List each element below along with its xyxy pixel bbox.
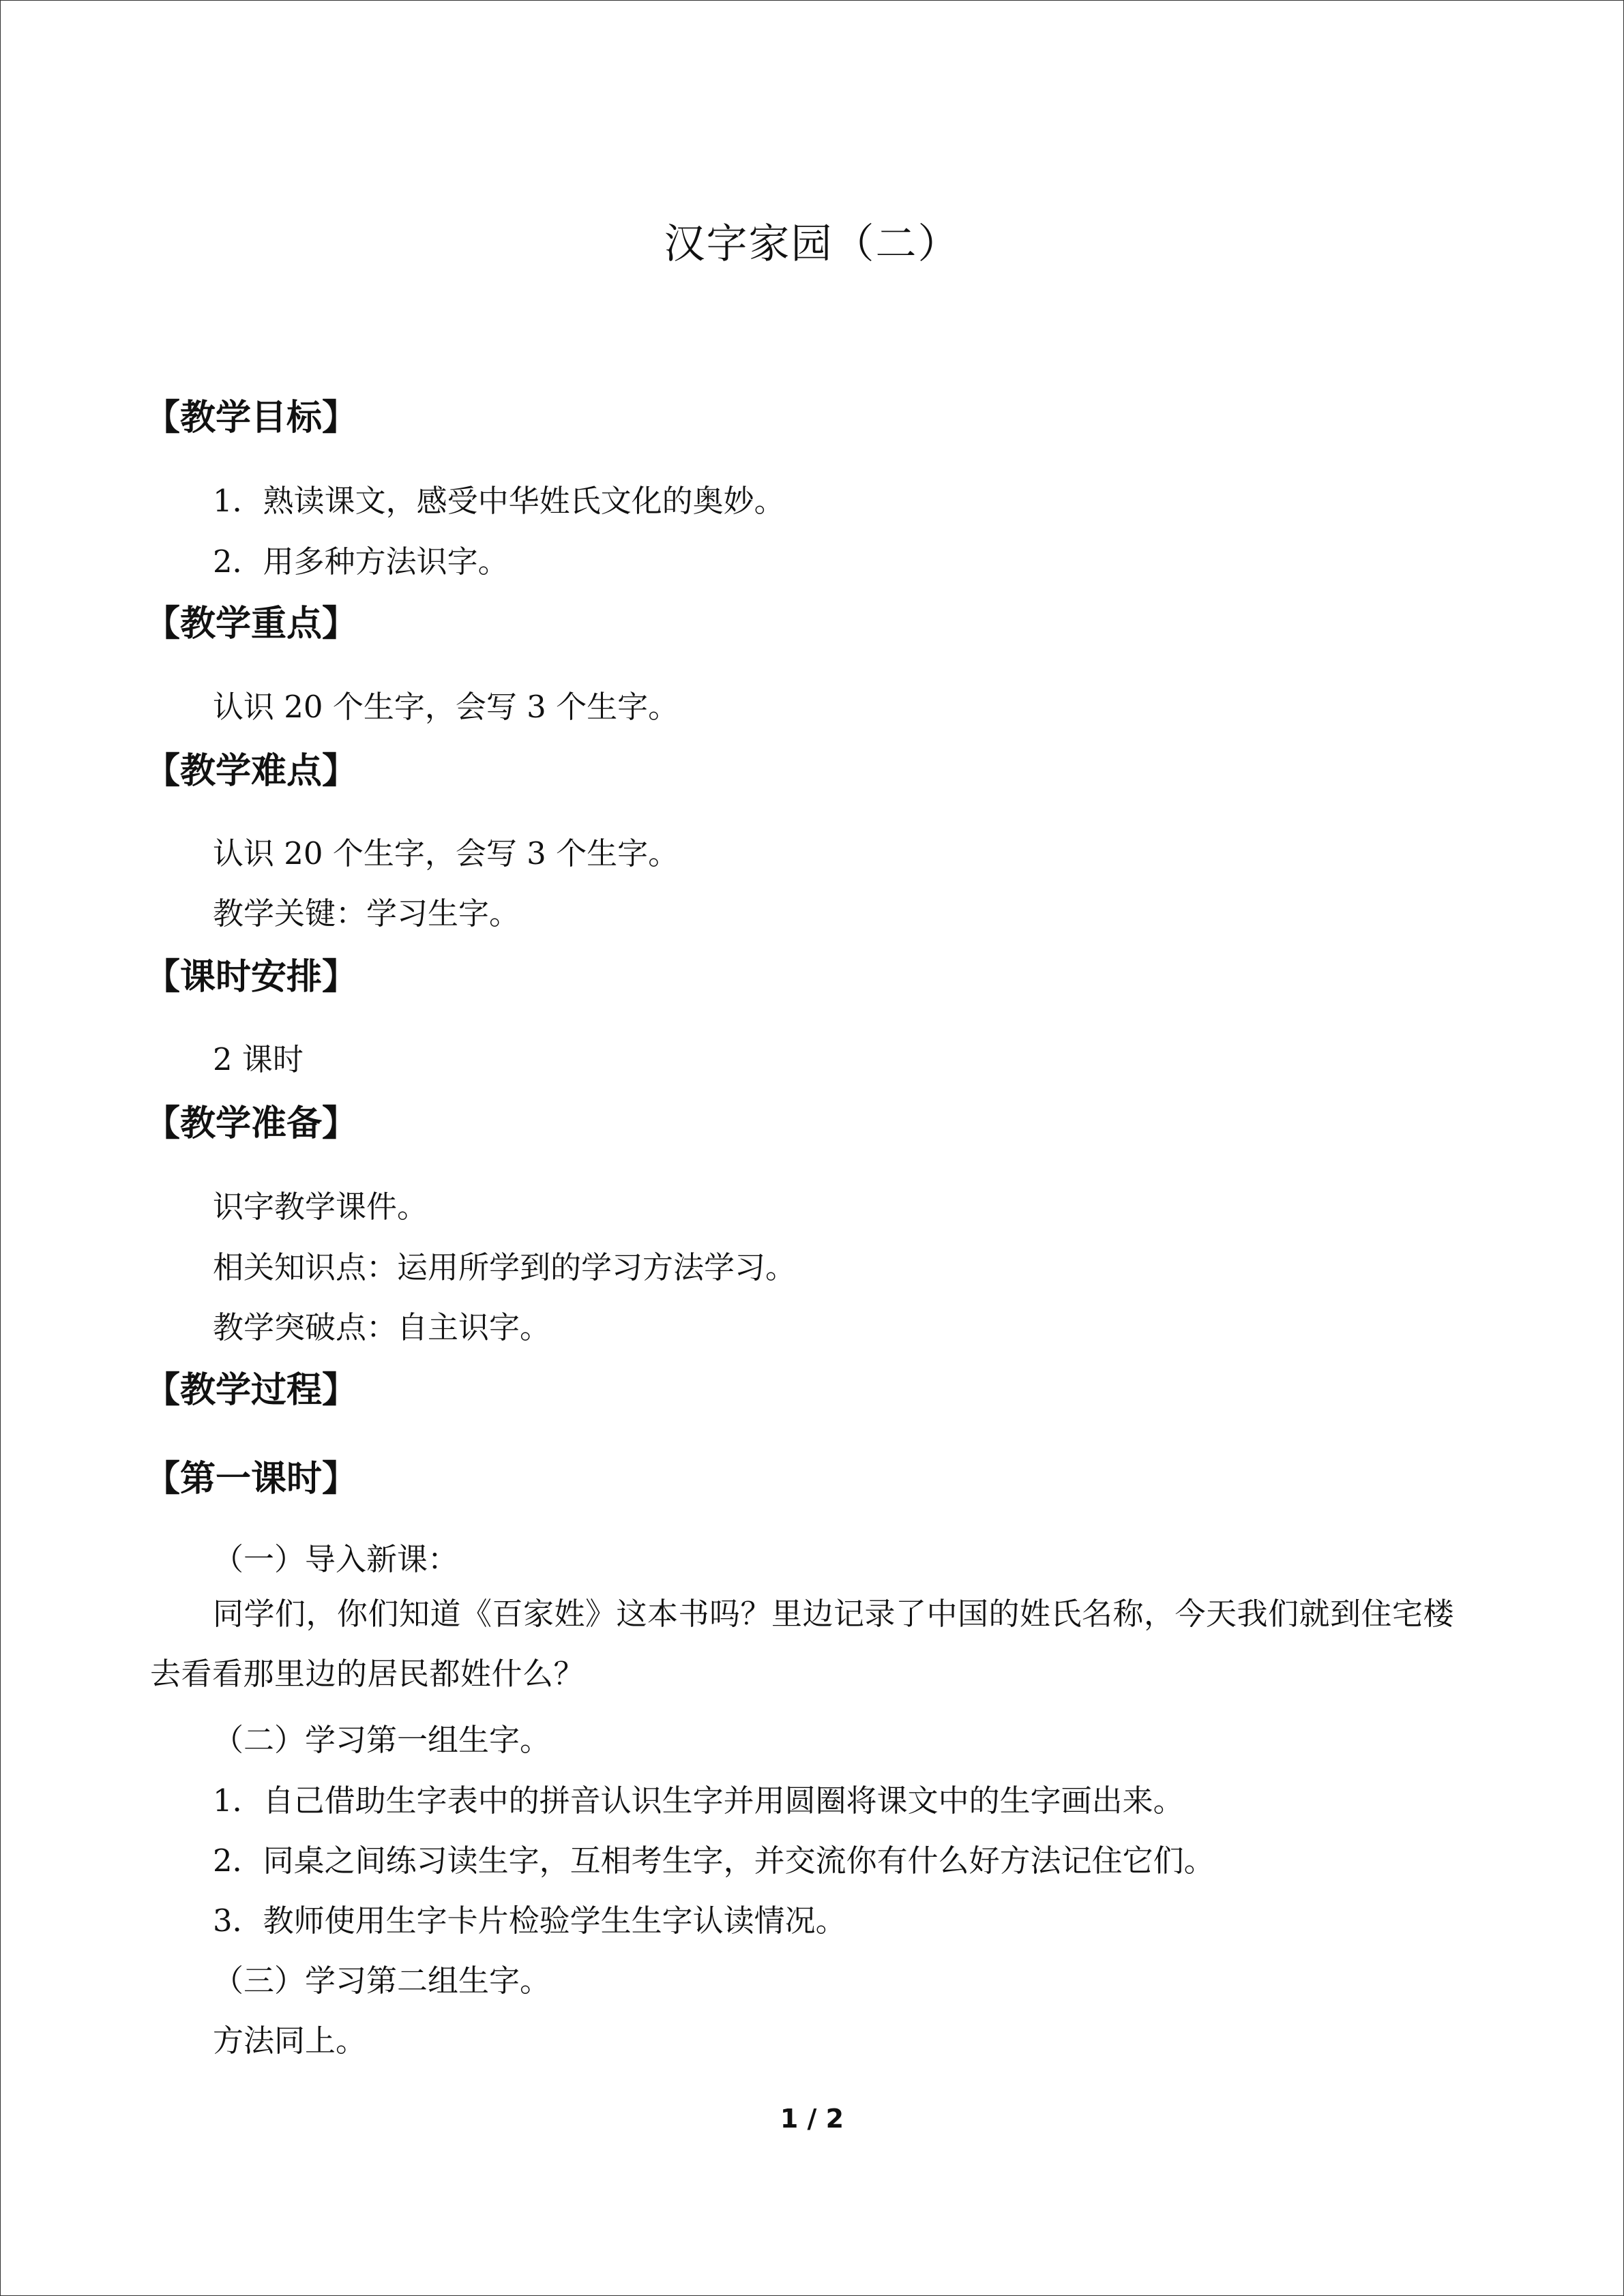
schedule-line-1: 2 课时: [213, 1041, 304, 1077]
lesson-one-line-4: 1．自己借助生字表中的拼音认识生字并用圆圈将课文中的生字画出来。: [213, 1783, 1184, 1819]
section-heading-goals: 【教学目标】: [145, 398, 358, 438]
section-heading-schedule: 【课时安排】: [145, 957, 358, 998]
section-heading-difficulties: 【教学难点】: [145, 751, 358, 792]
lesson-one-line-6: 3．教师使用生字卡片检验学生生字认读情况。: [213, 1903, 846, 1939]
lesson-one-line-3: （二）学习第一组生字。: [213, 1722, 551, 1758]
section-heading-key-points: 【教学重点】: [145, 603, 358, 644]
section-heading-preparation: 【教学准备】: [145, 1103, 358, 1144]
document-title: 汉字家园（二）: [664, 220, 960, 268]
difficulty-line-1: 认识 20 个生字，会写 3 个生字。: [213, 835, 679, 871]
page-number: 1 / 2: [780, 2104, 844, 2134]
preparation-line-1: 识字教学课件。: [213, 1189, 428, 1225]
section-heading-lesson-one: 【第一课时】: [145, 1459, 358, 1500]
preparation-line-3: 教学突破点：自主识字。: [213, 1309, 551, 1345]
lesson-one-line-5: 2．同桌之间练习读生字，互相考生字，并交流你有什么好方法记住它们。: [213, 1843, 1215, 1879]
lesson-one-line-7: （三）学习第二组生字。: [213, 1963, 551, 1999]
preparation-line-2: 相关知识点：运用所学到的学习方法学习。: [213, 1249, 797, 1285]
goal-line-2: 2．用多种方法识字。: [213, 543, 509, 580]
difficulty-line-2: 教学关键：学习生字。: [213, 895, 520, 931]
lesson-one-line-1: （一）导入新课：: [213, 1541, 459, 1577]
key-point-line-1: 认识 20 个生字，会写 3 个生字。: [213, 689, 679, 725]
goal-line-1: 1．熟读课文，感受中华姓氏文化的奥妙。: [213, 483, 785, 519]
lesson-one-intro-paragraph: 同学们，你们知道《百家姓》这本书吗？里边记录了中国的姓氏名称，今天我们就到住宅楼去看看那里边的居民都姓什么？: [150, 1596, 1455, 1692]
section-heading-process: 【教学过程】: [145, 1370, 358, 1411]
lesson-one-line-8: 方法同上。: [213, 2023, 367, 2059]
